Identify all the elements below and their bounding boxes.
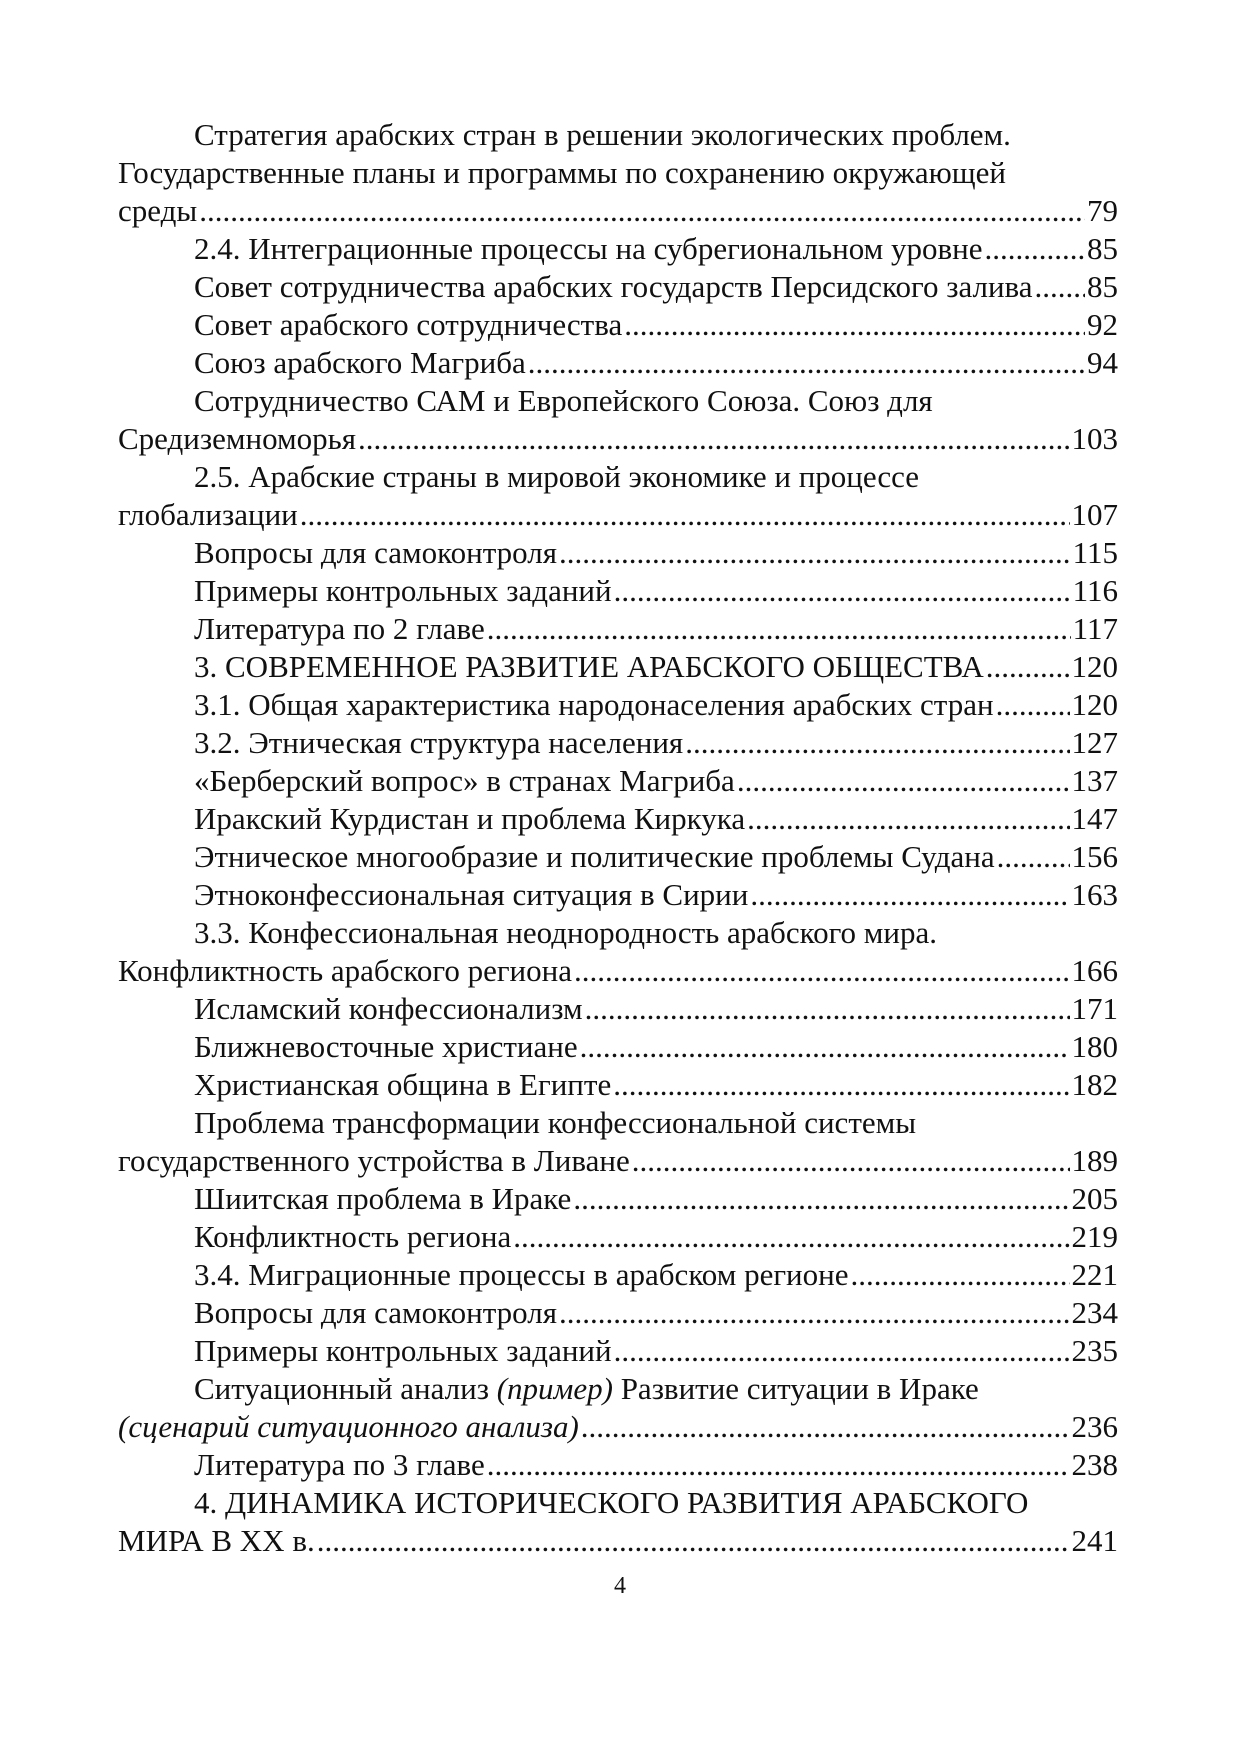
dot-leader bbox=[573, 1180, 1069, 1218]
toc-entry bbox=[118, 648, 1118, 686]
toc-entry-text: «Берберский вопрос» в странах Магриба bbox=[194, 763, 735, 798]
toc-entry-text: Совет сотрудничества арабских государств Персидского залива bbox=[194, 269, 1033, 304]
toc-entry-text: Этноконфессиональная ситуация в Сирии bbox=[194, 877, 749, 912]
toc-entry-text: среды bbox=[118, 193, 198, 228]
toc-entry bbox=[118, 268, 1118, 306]
toc-entry-text: Конфликтность региона bbox=[194, 1219, 512, 1254]
toc-entry-text: Литература по 3 главе bbox=[194, 1447, 485, 1482]
toc-entry bbox=[118, 1028, 1118, 1066]
toc-page-number: 236 bbox=[1071, 1409, 1118, 1444]
toc-entry bbox=[118, 306, 1118, 344]
toc-entry bbox=[118, 686, 1118, 724]
toc-entry-text-part: Развитие ситуации в Ираке bbox=[612, 1371, 979, 1406]
toc-entry-text: Исламский конфессионализм bbox=[194, 991, 583, 1026]
toc-page-number: 79 bbox=[1087, 193, 1118, 228]
dot-leader bbox=[984, 230, 1085, 268]
toc-entry-text: Шиитская проблема в Ираке bbox=[194, 1181, 572, 1216]
toc-entry bbox=[118, 458, 1118, 534]
toc-entry bbox=[118, 876, 1118, 914]
toc-entry-text: государственного устройства в Ливане bbox=[118, 1143, 630, 1178]
toc-entry-text: 3.1. Общая характеристика народонаселения арабских стран bbox=[194, 687, 994, 722]
toc-entry-text: 4. ДИНАМИКА ИСТОРИЧЕСКОГО РАЗВИТИЯ АРАБСКОГО bbox=[194, 1485, 1029, 1520]
table-of-contents bbox=[118, 116, 1118, 1560]
toc-entry bbox=[118, 762, 1118, 800]
dot-leader bbox=[300, 496, 1070, 534]
dot-leader bbox=[317, 1522, 1070, 1560]
toc-entry bbox=[118, 534, 1118, 572]
toc-page-number: 137 bbox=[1071, 763, 1118, 798]
toc-page-number: 163 bbox=[1071, 877, 1118, 912]
dot-leader bbox=[750, 876, 1069, 914]
dot-leader bbox=[580, 1028, 1070, 1066]
dot-leader bbox=[614, 572, 1071, 610]
toc-entry bbox=[118, 610, 1118, 648]
dot-leader bbox=[581, 1408, 1070, 1446]
toc-entry bbox=[118, 990, 1118, 1028]
toc-page-number: 120 bbox=[1071, 649, 1118, 684]
toc-page-number: 235 bbox=[1071, 1333, 1118, 1368]
toc-page-number: 221 bbox=[1071, 1257, 1118, 1292]
toc-entry bbox=[118, 1332, 1118, 1370]
toc-entry-text bbox=[194, 1370, 979, 1408]
toc-entry bbox=[118, 344, 1118, 382]
toc-entry-text: МИРА В XX в. bbox=[118, 1523, 315, 1558]
toc-entry-text: 3.4. Миграционные процессы в арабском регионе bbox=[194, 1257, 849, 1292]
toc-page-number: 92 bbox=[1087, 307, 1118, 342]
toc-entry-text: Стратегия арабских стран в решении экологических проблем. bbox=[194, 117, 1011, 152]
toc-page-number: 234 bbox=[1071, 1295, 1118, 1330]
toc-page-number: 189 bbox=[1071, 1143, 1118, 1178]
toc-entry bbox=[118, 1104, 1118, 1180]
toc-entry-text: Литература по 2 главе bbox=[194, 611, 485, 646]
toc-page-number: 219 bbox=[1071, 1219, 1118, 1254]
dot-leader bbox=[559, 534, 1071, 572]
dot-leader bbox=[632, 1142, 1070, 1180]
toc-page-number: 241 bbox=[1071, 1523, 1118, 1558]
toc-entry bbox=[118, 1484, 1118, 1560]
dot-leader bbox=[1035, 268, 1085, 306]
toc-page-number: 171 bbox=[1071, 991, 1118, 1026]
toc-entry-text: Примеры контрольных заданий bbox=[194, 1333, 612, 1368]
toc-entry-text: глобализации bbox=[118, 497, 298, 532]
toc-entry-text: Вопросы для самоконтроля bbox=[194, 1295, 557, 1330]
toc-page-number: 238 bbox=[1071, 1447, 1118, 1482]
toc-entry-text: Конфликтность арабского региона bbox=[118, 953, 572, 988]
toc-page-number: 94 bbox=[1087, 345, 1118, 380]
toc-page-number: 116 bbox=[1072, 573, 1118, 608]
toc-entry bbox=[118, 800, 1118, 838]
dot-leader bbox=[487, 1446, 1070, 1484]
dot-leader bbox=[986, 648, 1070, 686]
toc-page-number: 117 bbox=[1072, 611, 1118, 646]
dot-leader bbox=[487, 610, 1071, 648]
toc-entry bbox=[118, 230, 1118, 268]
toc-entry bbox=[118, 116, 1118, 230]
toc-entry bbox=[118, 1066, 1118, 1104]
toc-entry bbox=[118, 1294, 1118, 1332]
toc-entry-text: Сотрудничество САМ и Европейского Союза. Союз для bbox=[194, 383, 933, 418]
toc-page-number: 205 bbox=[1071, 1181, 1118, 1216]
toc-page-number: 180 bbox=[1071, 1029, 1118, 1064]
dot-leader bbox=[199, 192, 1085, 230]
toc-entry-text: 3. СОВРЕМЕННОЕ РАЗВИТИЕ АРАБСКОГО ОБЩЕСТВА bbox=[194, 649, 984, 684]
toc-entry-italic-note: (сценарий ситуационного анализа) bbox=[118, 1409, 579, 1444]
toc-entry bbox=[118, 1218, 1118, 1256]
toc-entry bbox=[118, 914, 1118, 990]
toc-page-number: 85 bbox=[1087, 269, 1118, 304]
toc-entry bbox=[118, 1180, 1118, 1218]
page-number-footer: 4 bbox=[614, 1573, 626, 1599]
toc-entry bbox=[118, 1446, 1118, 1484]
toc-entry-text: Союз арабского Магриба bbox=[194, 345, 526, 380]
toc-entry-text: Вопросы для самоконтроля bbox=[194, 535, 557, 570]
toc-entry-text: 3.3. Конфессиональная неоднородность арабского мира. bbox=[194, 915, 937, 950]
dot-leader bbox=[559, 1294, 1070, 1332]
toc-entry bbox=[118, 724, 1118, 762]
toc-page-number: 115 bbox=[1072, 535, 1118, 570]
toc-entry-text: Примеры контрольных заданий bbox=[194, 573, 612, 608]
toc-entry-text: Совет арабского сотрудничества bbox=[194, 307, 623, 342]
toc-entry-text: Средиземноморья bbox=[118, 421, 357, 456]
toc-entry bbox=[118, 838, 1118, 876]
toc-entry bbox=[118, 382, 1118, 458]
toc-entry-text: Христианская община в Египте bbox=[194, 1067, 612, 1102]
dot-leader bbox=[737, 762, 1070, 800]
dot-leader bbox=[513, 1218, 1069, 1256]
toc-entry-text: 2.5. Арабские страны в мировой экономике и процессе bbox=[194, 459, 920, 494]
dot-leader bbox=[528, 344, 1085, 382]
toc-entry bbox=[118, 1370, 1118, 1446]
dot-leader bbox=[613, 1066, 1069, 1104]
toc-entry bbox=[118, 572, 1118, 610]
toc-page-number: 147 bbox=[1071, 801, 1118, 836]
dot-leader bbox=[851, 1256, 1070, 1294]
toc-page-number: 182 bbox=[1071, 1067, 1118, 1102]
dot-leader bbox=[747, 800, 1069, 838]
dot-leader bbox=[685, 724, 1069, 762]
toc-entry-text: Иракский Курдистан и проблема Киркука bbox=[194, 801, 746, 836]
dot-leader bbox=[997, 838, 1070, 876]
toc-page-number: 85 bbox=[1087, 231, 1118, 266]
toc-entry-text: Этническое многообразие и политические проблемы Судана bbox=[194, 839, 995, 874]
dot-leader bbox=[585, 990, 1070, 1028]
dot-leader bbox=[574, 952, 1070, 990]
toc-page-number: 166 bbox=[1071, 953, 1118, 988]
dot-leader bbox=[624, 306, 1085, 344]
toc-page-number: 156 bbox=[1071, 839, 1118, 874]
toc-page-number: 120 bbox=[1071, 687, 1118, 722]
toc-entry bbox=[118, 1256, 1118, 1294]
dot-leader bbox=[358, 420, 1069, 458]
toc-entry-italic-note: (пример) bbox=[496, 1371, 613, 1406]
toc-page-number: 107 bbox=[1071, 497, 1118, 532]
toc-entry-text: Ближневосточные христиане bbox=[194, 1029, 578, 1064]
dot-leader bbox=[996, 686, 1070, 724]
toc-entry-text: Государственные планы и программы по сохранению окружающей bbox=[118, 155, 1006, 190]
dot-leader bbox=[614, 1332, 1070, 1370]
toc-page-number: 103 bbox=[1071, 421, 1118, 456]
toc-entry-text: 2.4. Интеграционные процессы на субрегиональном уровне bbox=[194, 231, 983, 266]
toc-entry-text: Проблема трансформации конфессиональной системы bbox=[194, 1105, 917, 1140]
toc-entry-text-part: Ситуационный анализ bbox=[194, 1371, 497, 1406]
toc-page-number: 127 bbox=[1071, 725, 1118, 760]
toc-entry-text: 3.2. Этническая структура населения bbox=[194, 725, 684, 760]
